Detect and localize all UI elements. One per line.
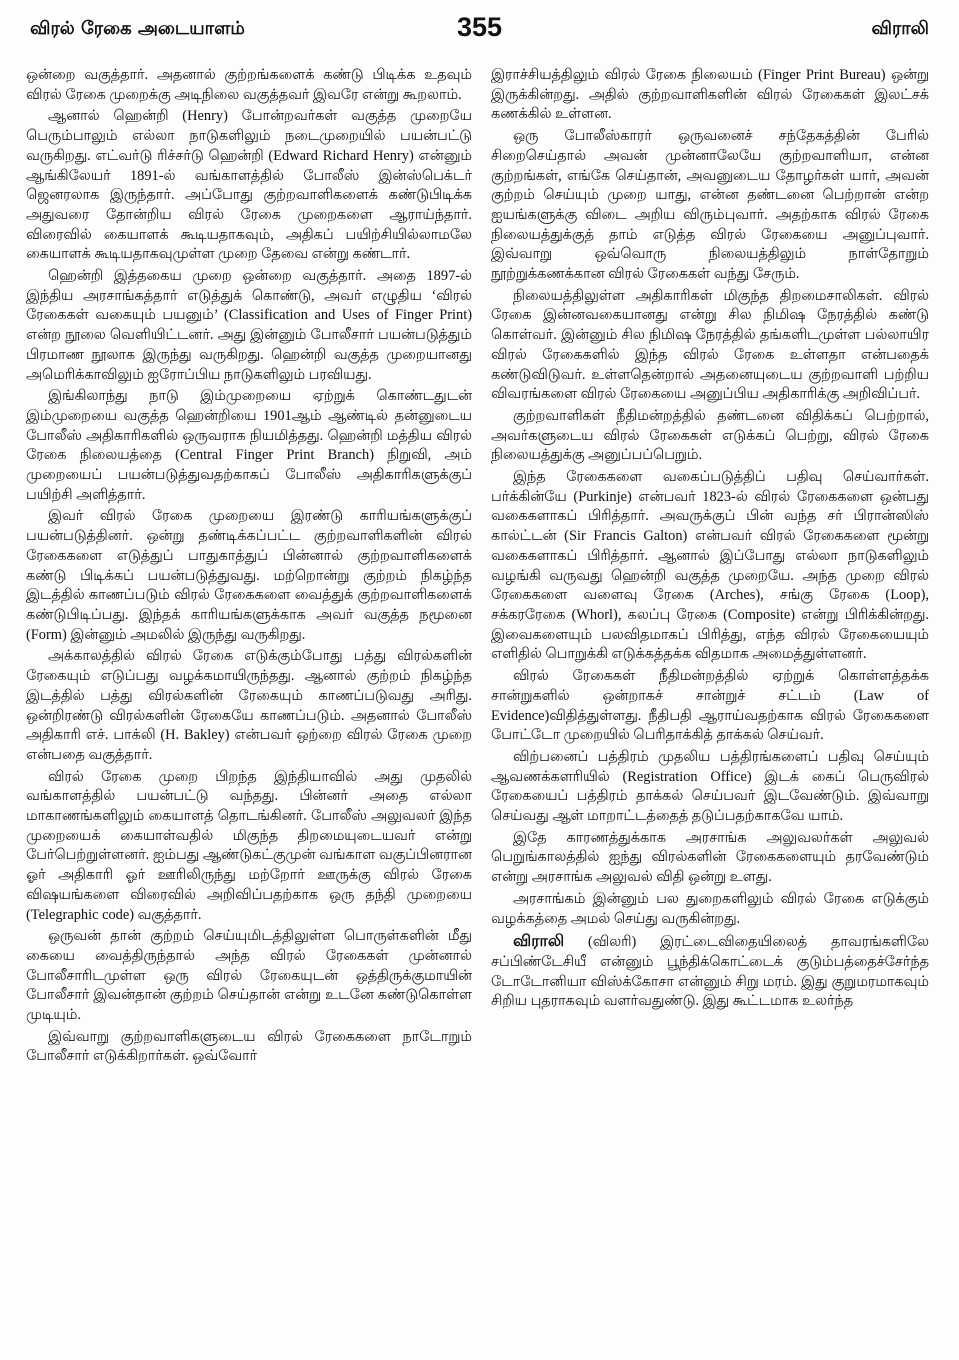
paragraph: இவ்வாறு குற்றவாளிகளுடைய விரல் ரேகைகளை நாடோறும் போலீசார் எடுக்கிறார்கள். ஒவ்வோர் [26,1028,472,1065]
page-number: 355 [456,12,503,42]
running-head-right: விராலி [871,18,929,39]
paragraph: விற்பனைப் பத்திரம் முதலிய பத்திரங்களைப் பதிவு செய்யும் ஆவணக்களரியில் (Registration Office) இடக் கைப் பெருவிரல் ரேகையைப் பத்திரம் தாக்கல் செய்பவர் இடவேண்டும். இவ்வாறு செய்வது ஆள் மாறாட்டத்தைத் தடுப்பதற்காகவே யாம். [491,748,929,825]
entry-paragraph [491,931,929,1012]
paragraph: விரல் ரேகை முறை பிறந்த இந்தியாவில் அது முதலில் வங்காளத்தில் பயன்பட்டு வந்தது. பின்னர் அதை எல்லா மாகாணங்களிலும் கையாளத் தொடங்கினர். போலீஸ் அலுவலர் இந்த முறையைக் கையாள்வதில் மிகுந்த திறமையுடையவர் என்று பேர்பெற்றுள்ளனர். ஐம்பது ஆண்டுகட்குமுன் வங்காள வகுப்பினரான ஓர் அதிகாரி ஓர் ஊரிலிருந்து மற்றோர் ஊருக்கு விரல் ரேகை விஷயங்களை விரைவில் அறிவிப்பதற்காக ஒரு தந்தி முறையை (Telegraphic code) வகுத்தார். [26,768,472,923]
paragraph: அரசாங்கம் இன்னும் பல துறைகளிலும் விரல் ரேகை எடுக்கும் வழக்கத்தை அமல் செய்து வருகின்றது. [491,890,929,927]
right-column [491,66,929,1348]
paragraph: ஆனால் ஹென்றி (Henry) போன்றவர்கள் வகுத்த முறையே பெரும்பாலும் எல்லா நாடுகளிலும் நடைமுறையில் பயன்பட்டு வருகிறது. எட்வர்டு ரிச்சர்டு ஹென்றி (Edward Richard Henry) என்னும் ஆங்கிலேயர் 1891-ல் வங்காளத்தில் போலீஸ் இன்ஸ்பெக்டர் ஜெனரலாக இருந்தார். அப்போது குற்றவாளிகளைக் கண்டுபிடிக்க அதுவரை தோன்றிய விரல் ரேகை முறைகளை ஆராய்ந்தார். விரைவில் கையாளக் கூடியதாகவும், அதிகப் பயிற்சியில்லாமலே கையாளக் கூடியதாகவுமுள்ள முறை தேவை என்று கண்டார். [26,108,472,263]
paragraph: இதே காரணத்துக்காக அரசாங்க அலுவலர்கள் அலுவல் பெறுங்காலத்தில் ஐந்து விரல்களின் ரேகைகளையும் தரவேண்டும் என்று அரசாங்க அலுவல் விதி ஒன்று உளது. [491,829,929,886]
running-head-left: விரல் ரேகை அடையாளம் [30,18,245,39]
paragraph: விரல் ரேகைகள் நீதிமன்றத்தில் ஏற்றுக் கொள்ளத்தக்க சான்றுகளில் ஒன்றாகச் சான்றுச் சட்டம் (Law of Evidence)விதித்துள்ளது. நீதிபதி ஆராய்வதற்காக விரல் ரேகைகளை போட்டோ முறையில் பெரிதாக்கித் தாக்கல் செய்வர். [491,668,929,744]
entry-text: (விலரி) இரட்டைவிதையிலைத் தாவரங்களிலே சப்பிண்டேசியீ என்னும் பூந்திக்கொட்டைக் குடும்பத்தைச்சேர்ந்த டோடோனியா விஸ்க்கோசா என்னும் சிறு மரம். இது குறுமரமாகவும் சிறிய புதராகவும் வளர்வதுண்டு. இது கூட்டமாக உலர்ந்த [491,934,929,1010]
paragraph: நிலையத்திலுள்ள அதிகாரிகள் மிகுந்த திறமைசாலிகள். விரல் ரேகை இன்னவகையானது என்று சில நிமிஷ நேரத்தில் கண்டு கொள்வர். இன்னும் சில நிமிஷ நேரத்தில் தங்களிடமுள்ள பல்லாயிர விரல் ரேகைகளில் இந்த விரல் ரேகை உள்ளதா என்பதைக் கண்டுவிடுவர். உள்ளதென்றால் அதனையுடைய குற்றவாளி பற்றிய விவரங்களை விரல் ரேகையை அனுப்பிய அதிகாரிக்கு அறிவிப்பர். [491,287,929,403]
paragraph: ஒன்றை வகுத்தார். அதனால் குற்றங்களைக் கண்டு பிடிக்க உதவும் விரல் ரேகை முறைக்கு அடிநிலை வகுத்தவர் இவரே என்று கூறலாம். [26,67,472,103]
paragraph: இராச்சியத்திலும் விரல் ரேகை நிலையம் (Finger Print Bureau) ஒன்று இருக்கின்றது. அதில் குற்றவாளிகளின் விரல் ரேகைகள் இலட்சக் கணக்கில் உள்ளன. [491,67,929,123]
paragraph: ஒருவன் தான் குற்றம் செய்யுமிடத்திலுள்ள பொருள்களின் மீது கையை வைத்திருந்தால் அந்த விரல் ரேகைகள் முன்னால் போலீசாரிடமுள்ள ஒரு விரல் ரேகையுடன் ஒத்திருக்குமாயின் போலீசார் இவன்தான் குற்றம் செய்தான் என்று உடனே கண்டுகொள்ள முடியும். [26,928,472,1024]
left-column [26,66,472,1348]
paragraph: இந்த ரேகைகளை வகைப்படுத்திப் பதிவு செய்வார்கள். பர்க்கின்யே (Purkinje) என்பவர் 1823-ல் விரல் ரேகைகளை ஒன்பது வகைகளாகப் பிரித்தார். அவருக்குப் பின் வந்த சர் பிரான்ஸிஸ் கால்ட்டன் (Sir Francis Galton) என்பவர் விரல் ரேகைகளை மூன்று வகைகளாகப் பிரித்தார். ஆனால் இப்போது எல்லா நாடுகளிலும் வழங்கி வருவது ஹென்றி வகுத்த முறையே. அந்த முறை விரல் ரேகைகளை வளைவு ரேகை (Arches), சங்கு ரேகை (Loop), சக்கரரேகை (Whorl), கலப்பு ரேகை (Composite) என்று பிரிக்கின்றது. இவைகளையும் பலவிதமாகப் பிரித்து, எந்த விரல் ரேகையையும் எளிதில் பொறுக்கி எடுக்கத்தக்க விதமாக அமைத்துள்ளனர். [491,469,929,663]
paragraph: இங்கிலாந்து நாடு இம்முறையை ஏற்றுக் கொண்டதுடன் இம்முறையை வகுத்த ஹென்றியை 1901ஆம் ஆண்டில் தன்னுடைய போலீஸ் அதிகாரிகளில் ஒருவராக நியமித்தது. ஹென்றி மத்திய விரல் ரேகை நிலையத்தை (Central Finger Print Branch) நிறுவி, அம் முறையைப் பயன்படுத்துவதற்காகப் போலீஸ் அதிகாரிகளுக்குப் பயிற்சி அளித்தார். [26,388,472,503]
paragraph: குற்றவாளிகள் நீதிமன்றத்தில் தண்டனை விதிக்கப் பெற்றால், அவர்களுடைய விரல் ரேகைகள் எடுக்கப் பெற்று, விரல் ரேகை நிலையத்துக்கு அனுப்பப்பெறும். [491,407,929,464]
paragraph: அக்காலத்தில் விரல் ரேகை எடுக்கும்போது பத்து விரல்களின் ரேகையும் எடுப்பது வழக்கமாயிருந்தது. ஆனால் குற்றம் நிகழ்ந்த இடத்தில் பத்து விரல்களின் ரேகையும் காணப்படுவது அரிது. ஒன்றிரண்டு விரல்களின் ரேகையே காணப்படும். அதனால் போலீஸ் அதிகாரி எச். பாக்லி (H. Bakley) என்பவர் ஒற்றை விரல் ரேகை முறை என்பதை வகுத்தார். [26,648,472,763]
paragraph: ஒரு போலீஸ்காரர் ஒருவனைச் சந்தேகத்தின் பேரில் சிறைசெய்தால் அவன் முன்னாலேயே குற்றவாளியா, என்ன குற்றங்கள், எங்கே செய்தான், அவனுடைய தோழர்கள் யார், அவன் குற்றம் செய்யும் முறை யாது, என்ன தண்டனை பெற்றான் என்ற ஐயங்களுக்கு விடை அறிய விரும்புவார். அதற்காக விரல் ரேகை நிலையத்துக்குத் தாம் எடுத்த விரல் ரேகையை அனுப்புவார். இவ்வாறு ஒவ்வொரு நிலையத்திலும் நாள்தோறும் நூற்றுக்கணக்கான விரல் ரேகைகள் வந்து சேரும். [491,128,929,283]
paragraph: ஹென்றி இத்தகைய முறை ஒன்றை வகுத்தார். அதை 1897-ல் இந்திய அரசாங்கத்தார் எடுத்துக் கொண்டு, அவர் எழுதிய ‘விரல் ரேகைகள் வகையும் பயனும்’ (Classification and Uses of Finger Print) என்ற நூலை வெளியிட்டனர். அது இன்னும் போலீசார் பயன்படுத்தும் பிரமாண நூலாக இருந்து வருகிறது. ஹென்றி வகுத்த முறையானது அமெரிக்காவிலும் ஐரோப்பிய நாடுகளிலும் பரவியது. [26,268,472,383]
entry-headword: விராலி [513,931,565,951]
paragraph: இவர் விரல் ரேகை முறையை இரண்டு காரியங்களுக்குப் பயன்படுத்தினர். ஒன்று தண்டிக்கப்பட்ட குற்றவாளிகளின் விரல் ரேகைகளை எடுத்துப் பாதுகாத்துப் பின்னால் குற்றவாளிகளைக் கண்டு பிடிக்கப் பயன்படுத்துவது. மற்றொன்று குற்றம் நிகழ்ந்த இடத்தில் காணப்படும் விரல் ரேகைகளை வைத்துக் குற்றவாளிகளைக் கண்டுபிடிப்பது. இந்தக் காரியங்களுக்காக அவர் வகுத்த நமூனை (Form) இன்னும் அமலில் இருந்து வருகிறது. [26,508,472,643]
